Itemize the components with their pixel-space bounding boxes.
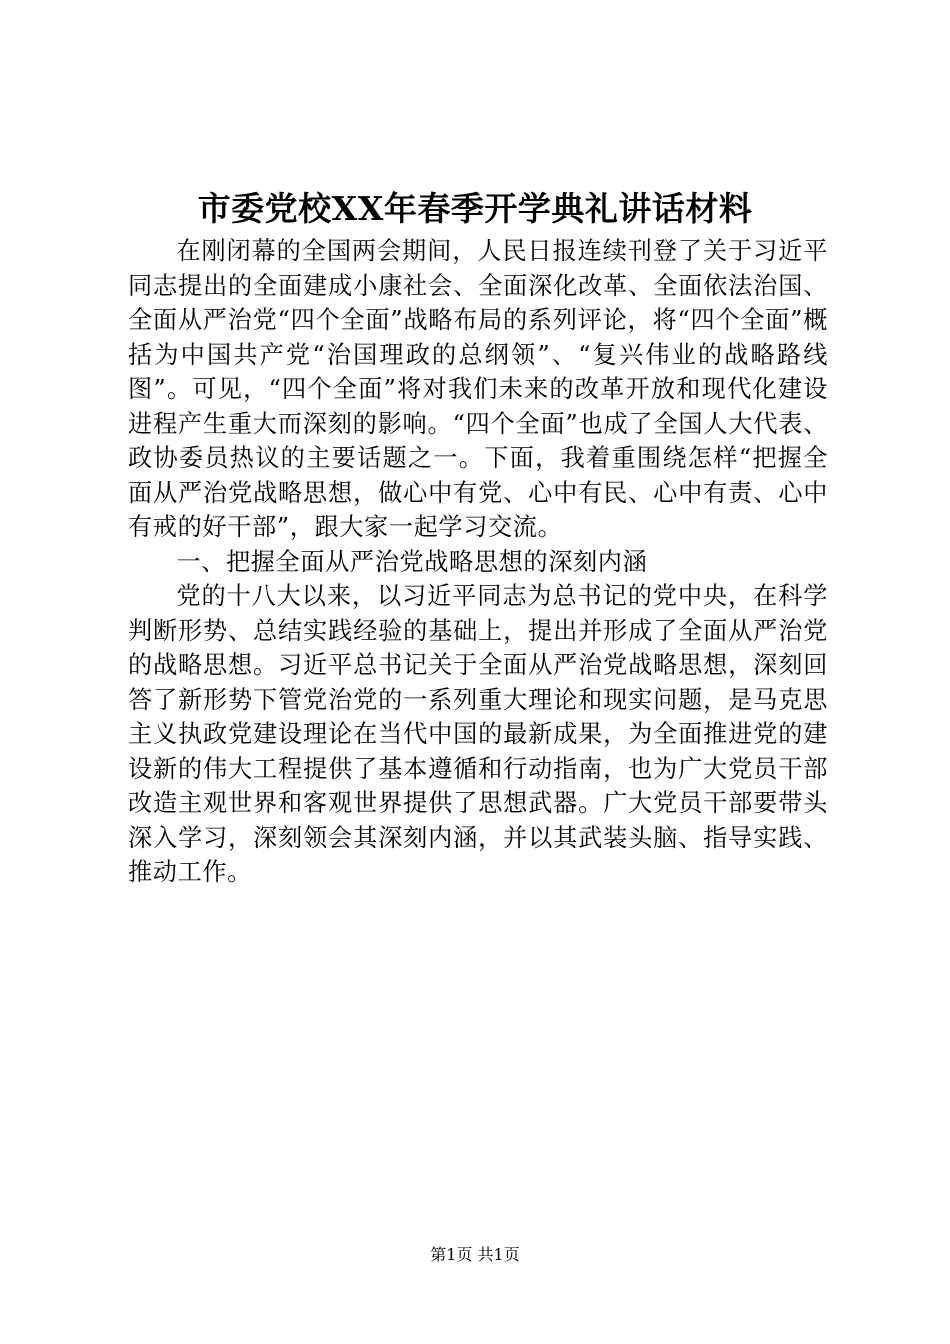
document-title: 市委党校XX年春季开学典礼讲话材料	[197, 189, 753, 228]
section-paragraph: 党的十八大以来，以习近平同志为总书记的党中央，在科学判断形势、总结实践经验的基础上，提出并形成了全面从严治党的战略思想。习近平总书记关于全面从严治党战略思想，深刻回答了新形势下管党治党的一系列重大理论和现实问题，是马克思主义执政党建设理论在当代中国的最新成果，为全面推进党的建设新的伟大工程提供了基本遵循和行动指南，也为广大党员干部改造主观世界和客观世界提供了思想武器。广大党员干部要带头深入学习，深刻领会其深刻内涵，并以其武装头脑、指导实践、推动工作。	[128, 582, 828, 886]
section-heading: 一、把握全面从严治党战略思想的深刻内涵	[176, 547, 648, 576]
intro-paragraph: 在刚闭幕的全国两会期间，人民日报连续刊登了关于习近平同志提出的全面建成小康社会、全面深化改革、全面依法治国、全面从严治党“四个全面”战略布局的系列评论，将“四个全面”概括为中国共产党“治国理政的总纲领”、“复兴伟业的战略路线图”。可见，“四个全面”将对我们未来的改革开放和现代化建设进程产生重大而深刻的影响。“四个全面”也成了全国人大代表、政协委员热议的主要话题之一。下面，我着重围绕怎样“把握全面从严治党战略思想，做心中有党、心中有民、心中有责、心中有戒的好干部”，跟大家一起学习交流。	[128, 237, 828, 541]
document-body	[128, 234, 828, 890]
page-footer: 第1页 共1页	[430, 1245, 520, 1264]
